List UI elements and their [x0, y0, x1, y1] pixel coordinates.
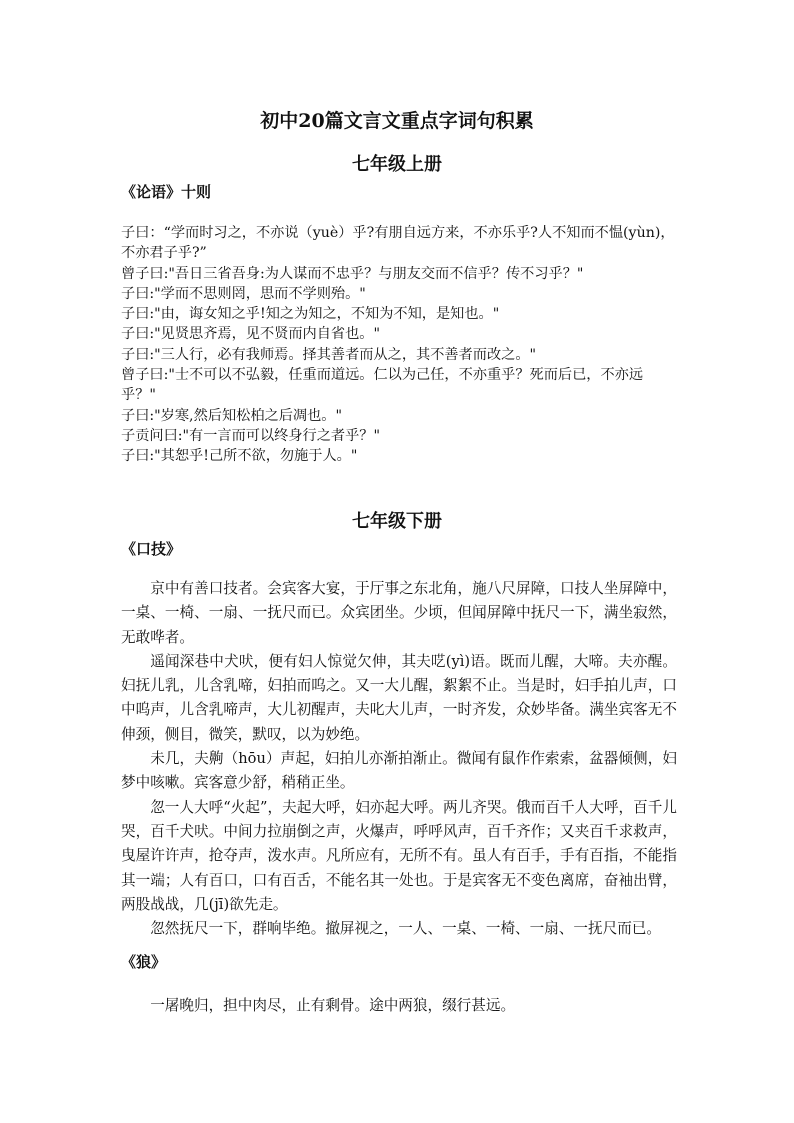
lang-paragraph: 一屠晚归，担中肉尽，止有剩骨。途中两狼，缀行甚远。: [150, 997, 516, 1014]
lunyu-line: 子曰:"三人行，必有我师焉。择其善者而从之，其不善者而改之。": [121, 346, 537, 363]
kouji-paragraph: 忽然抚尺一下，群响毕绝。撤屏视之，一人、一桌、一椅、一扇、一抚尺而已。: [150, 920, 661, 938]
lunyu-line: 子贡问曰:"有一言而可以终身行之者乎？": [121, 427, 381, 444]
document-title: 初中20篇文言文重点字词句积累: [260, 110, 534, 132]
lunyu-heading: 《论语》十则: [121, 183, 212, 201]
lunyu-line: 子曰:"岁寒,然后知松柏之后凋也。": [121, 407, 342, 424]
section-heading-grade7-second: 七年级下册: [352, 511, 442, 532]
kouji-paragraph: 忽一人大呼“火起”，夫起大呼，妇亦起大呼。两儿齐哭。俄而百千人大呼，百千儿哭，百千犬吠。中间力拉崩倒之声，火爆声，呼呼风声，百千齐作；又夹百千求救声，曳屋许许声，抢夺声，泼水声。凡所应有，无所不有。虽人有百手，手有百指，不能指其一端；人有百口，口有百舌，不能名其一处也。于是宾客无不变色离席，奋袖出臂，两股战战，几(jī)欲先走。: [121, 798, 677, 913]
kouji-body: [121, 577, 677, 941]
kouji-paragraph: 遥闻深巷中犬吠，便有妇人惊觉欠伸，其夫呓(yì)语。既而儿醒，大啼。夫亦醒。妇抚儿乳，儿含乳啼，妇拍而呜之。又一大儿醒，絮絮不止。当是时，妇手拍儿声，口中呜声，儿含乳啼声，大儿初醒声，夫叱大儿声，一时齐发，众妙毕备。满坐宾客无不伸颈，侧目，微笑，默叹，以为妙绝。: [121, 652, 677, 743]
lang-heading: 《狼》: [121, 953, 167, 971]
lunyu-line: 子曰:"由，诲女知之乎!知之为知之，不知为不知，是知也。": [121, 306, 500, 323]
kouji-paragraph: 未几，夫齁（hōu）声起，妇拍儿亦渐拍渐止。微闻有鼠作作索索，盆器倾侧，妇梦中咳嗽。宾客意少舒，稍稍正坐。: [121, 750, 677, 792]
section-heading-grade7-first: 七年级上册: [352, 154, 442, 175]
lang-body: [121, 994, 677, 1018]
lunyu-line: 子曰:"其恕乎!己所不欲，勿施于人。": [121, 448, 358, 465]
kouji-heading: 《口技》: [121, 540, 182, 558]
lunyu-body: [121, 223, 677, 467]
lunyu-line: 曾子曰:"吾日三省吾身:为人谋而不忠乎？与朋友交而不信乎？传不习乎？": [121, 265, 584, 282]
kouji-paragraph: 京中有善口技者。会宾客大宴，于厅事之东北角，施八尺屏障，口技人坐屏障中，一桌、一椅、一扇、一抚尺而已。众宾团坐。少顷，但闻屏障中抚尺一下，满坐寂然，无敢哗者。: [121, 580, 677, 646]
lunyu-line: 曾子曰:"士不可以不弘毅，任重而道远。仁以为己任，不亦重乎？死而后已，不亦远乎？": [121, 367, 644, 404]
lunyu-line: 子曰：“学而时习之，不亦说（yuè）乎?有朋自远方来，不亦乐乎?人不知而不愠(yùn)，不亦君子乎?”: [121, 225, 675, 262]
lunyu-line: 子曰:"见贤思齐焉，见不贤而内自省也。": [121, 326, 381, 343]
lunyu-line: 子曰:"学而不思则罔，思而不学则殆。": [121, 285, 366, 302]
